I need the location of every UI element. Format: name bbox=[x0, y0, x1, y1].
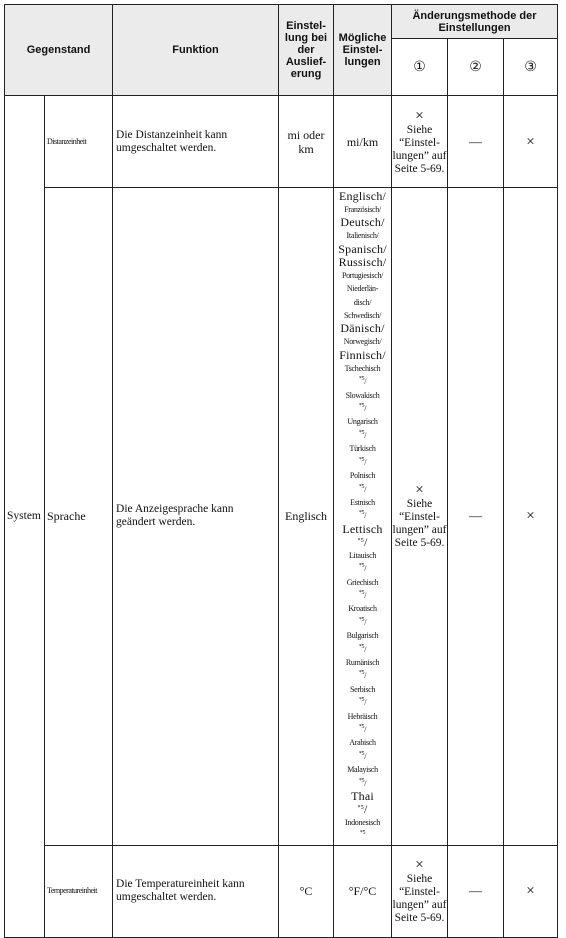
language-item: Malayisch $^{*5}$/ bbox=[347, 765, 378, 788]
item-temperatureinheit: Temperatureinheit bbox=[45, 845, 113, 937]
method1-sprache bbox=[392, 188, 448, 846]
language-item: Griechisch $^{*5}$/ bbox=[346, 577, 379, 600]
siehe-text: Siehe “Einstel-lungen” auf Seite 5-69. bbox=[392, 873, 447, 925]
language-item: Litauisch $^{*5}$/ bbox=[348, 550, 377, 574]
language-item: Russisch/ bbox=[338, 254, 387, 269]
settings-table bbox=[4, 4, 558, 938]
cross-mark-icon: × bbox=[526, 508, 535, 525]
cross-mark-icon: × bbox=[415, 107, 424, 124]
language-item: Hebräisch $^{*5}$/ bbox=[347, 711, 378, 734]
cross-mark-icon: × bbox=[415, 482, 424, 499]
language-item: Französisch/ bbox=[344, 205, 381, 214]
header-method-3: ③ bbox=[504, 39, 558, 96]
language-item: Arabisch $^{*5}$/ bbox=[349, 738, 376, 761]
language-item: Norwegisch/ bbox=[343, 337, 382, 347]
method2-distanzeinheit: — bbox=[448, 96, 504, 188]
default-temperatureinheit: °C bbox=[279, 845, 334, 937]
table-row bbox=[5, 96, 558, 188]
language-item: Kroatisch $^{*5}$/ bbox=[348, 604, 377, 627]
header-gegenstand: Gegenstand bbox=[5, 5, 113, 96]
method1-distanzeinheit bbox=[392, 96, 448, 188]
options-temperatureinheit: °F/°C bbox=[334, 845, 392, 937]
method3-sprache bbox=[504, 188, 558, 846]
language-item: Rumänisch $^{*5}$/ bbox=[345, 657, 380, 681]
cross-mark-icon: × bbox=[526, 883, 535, 900]
language-item: Deutsch/ bbox=[340, 215, 385, 230]
default-sprache: Englisch bbox=[279, 188, 334, 846]
default-distanzeinheit: mi oder km bbox=[279, 96, 334, 188]
language-item: Bulgarisch $^{*5}$/ bbox=[346, 631, 379, 654]
header-funktion: Funktion bbox=[113, 5, 279, 96]
language-item: Englisch/ bbox=[338, 189, 387, 203]
method3-temperatureinheit bbox=[504, 845, 558, 937]
language-item: disch/ bbox=[353, 297, 372, 307]
language-item: Portugiesisch/ bbox=[341, 270, 384, 280]
language-item: Indonesisch $^{*5}$ bbox=[345, 818, 380, 837]
language-item: Tschechisch $^{*5}$/ bbox=[344, 363, 381, 387]
settings-table-wrapper bbox=[4, 4, 558, 938]
function-temperatureinheit: Die Temperatureinheit kann umgeschaltet werden. bbox=[113, 845, 279, 937]
language-item: Thai $^{*5}$/ bbox=[351, 789, 374, 817]
language-item: Schwedisch/ bbox=[343, 311, 382, 321]
language-item: Finnisch/ bbox=[339, 347, 386, 362]
item-distanzeinheit: Distanzeinheit bbox=[45, 96, 113, 188]
language-item: Dänisch/ bbox=[340, 321, 385, 336]
language-item: Serbisch $^{*5}$/ bbox=[349, 684, 376, 708]
method2-sprache: — bbox=[448, 188, 504, 846]
language-item: Spanisch/ bbox=[338, 241, 387, 256]
cross-mark-icon: × bbox=[526, 133, 535, 150]
siehe-text: Siehe “Einstel-lungen” auf Seite 5-69. bbox=[392, 498, 447, 550]
language-item: Lettisch $^{*5}$/ bbox=[342, 521, 383, 549]
language-item: Italienisch/ bbox=[346, 231, 379, 241]
language-item: Estnisch $^{*5}$/ bbox=[350, 497, 375, 521]
header-einstellung: Einstel-lung bei der Auslief-erung bbox=[279, 5, 334, 96]
item-sprache: Sprache bbox=[45, 188, 113, 846]
language-item: Slowakisch $^{*5}$/ bbox=[345, 390, 380, 414]
options-distanzeinheit: mi/km bbox=[334, 96, 392, 188]
function-sprache: Die Anzeigesprache kann geändert werden. bbox=[113, 188, 279, 846]
table-row bbox=[5, 845, 558, 937]
language-item: Polnisch $^{*5}$/ bbox=[349, 471, 376, 494]
options-sprache bbox=[334, 188, 392, 846]
header-method-2: ② bbox=[448, 39, 504, 96]
method3-distanzeinheit bbox=[504, 96, 558, 188]
language-item: Niederlän- bbox=[346, 284, 379, 294]
language-item: Türkisch $^{*5}$/ bbox=[349, 444, 376, 467]
method1-temperatureinheit bbox=[392, 845, 448, 937]
table-row bbox=[5, 188, 558, 846]
siehe-text: Siehe “Einstel-lungen” auf Seite 5-69. bbox=[392, 123, 447, 175]
cross-mark-icon: × bbox=[415, 857, 424, 874]
function-distanzeinheit: Die Distanzeinheit kann umgeschaltet werden. bbox=[113, 96, 279, 188]
header-method-1: ① bbox=[392, 39, 448, 96]
header-moegliche: Mögliche Einstel-lungen bbox=[334, 5, 392, 96]
method2-temperatureinheit: — bbox=[448, 845, 504, 937]
group-system: System bbox=[5, 96, 45, 938]
language-item: Ungarisch $^{*5}$/ bbox=[347, 417, 378, 440]
header-methode: Änderungsmethode der Einstellungen bbox=[392, 5, 558, 39]
